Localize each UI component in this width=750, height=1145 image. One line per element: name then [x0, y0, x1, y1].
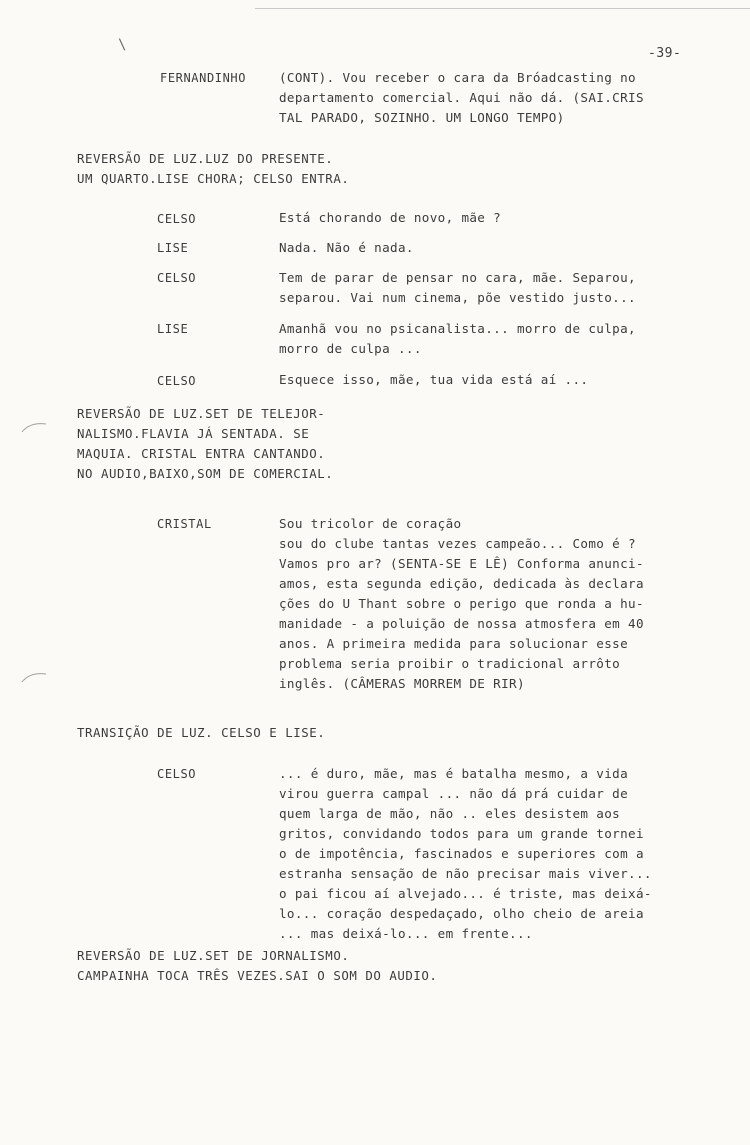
- dialogue-line: TAL PARADO, SOZINHO. UM LONGO TEMPO): [279, 110, 565, 125]
- direction-line: REVERSÃO DE LUZ.LUZ DO PRESENTE.: [77, 151, 334, 166]
- direction-line: REVERSÃO DE LUZ.SET DE JORNALISMO.: [77, 948, 350, 963]
- speaker-fernandinho: FERNANDINHO: [160, 71, 247, 85]
- dialogue-line: departamento comercial. Aqui não dá. (SAI.CRIS: [279, 90, 644, 105]
- direction-line: UM QUARTO.LISE CHORA; CELSO ENTRA.: [77, 171, 350, 186]
- speaker-cristal: CRISTAL: [157, 517, 212, 531]
- dialogue-celso: [279, 208, 719, 228]
- dialogue-line: (CONT). Vou receber o cara da Bróadcasting no: [279, 70, 636, 85]
- dialogue-celso: [279, 370, 719, 390]
- dialogue-line: gritos, convidando todos para um grande tornei: [279, 826, 644, 841]
- direction-line: NALISMO.FLAVIA JÁ SENTADA. SE: [77, 426, 310, 441]
- dialogue-line: manidade - a poluição de nossa atmosfera em 40: [279, 616, 644, 631]
- speaker-celso: CELSO: [157, 767, 197, 781]
- dialogue-line: amos, esta segunda edição, dedicada às declara: [279, 576, 644, 591]
- dialogue-line: estranha sensação de não precisar mais viver...: [279, 866, 652, 881]
- dialogue-line: morro de culpa ...: [279, 341, 422, 356]
- dialogue-line: sou do clube tantas vezes campeão... Como é ?: [279, 536, 636, 551]
- dialogue-lise: [279, 319, 719, 359]
- dialogue-celso: [279, 764, 719, 944]
- dialogue-line: Amanhã vou no psicanalista... morro de culpa,: [279, 321, 636, 336]
- dialogue-line: ... é duro, mãe, mas é batalha mesmo, a vida: [279, 766, 629, 781]
- dialogue-line: Sou tricolor de coração: [279, 516, 462, 531]
- dialogue-cristal: [279, 514, 719, 694]
- dialogue-lise: [279, 238, 719, 258]
- dialogue-line: o de impotência, fascinados e superiores com a: [279, 846, 644, 861]
- speaker-celso: CELSO: [157, 271, 197, 285]
- direction-line: NO AUDIO,BAIXO,SOM DE COMERCIAL.: [77, 466, 334, 481]
- direction-line: MAQUIA. CRISTAL ENTRA CANTANDO.: [77, 446, 326, 461]
- dialogue-line: virou guerra campal ... não dá prá cuidar de: [279, 786, 629, 801]
- page-number: -39-: [648, 46, 682, 61]
- speaker-lise: LISE: [157, 241, 189, 255]
- stage-direction: [77, 946, 437, 986]
- dialogue-line: quem larga de mão, não .. eles desistem aos: [279, 806, 621, 821]
- dialogue-fernandinho: [279, 68, 719, 128]
- stage-direction: [77, 723, 325, 743]
- dialogue-line: Está chorando de novo, mãe ?: [279, 210, 502, 225]
- dialogue-line: separou. Vai num cinema, põe vestido justo...: [279, 290, 636, 305]
- direction-line: CAMPAINHA TOCA TRÊS VEZES.SAI O SOM DO AUDIO.: [77, 968, 438, 983]
- dialogue-line: Tem de parar de pensar no cara, mãe. Separou,: [279, 270, 636, 285]
- dialogue-line: ... mas deixá-lo... em frente...: [279, 926, 533, 941]
- speaker-celso: CELSO: [157, 212, 197, 226]
- dialogue-line: inglês. (CÂMERAS MORREM DE RIR): [279, 676, 525, 691]
- dialogue-line: Nada. Não é nada.: [279, 240, 414, 255]
- dialogue-line: o pai ficou aí alvejado... é triste, mas deixá-: [279, 886, 652, 901]
- pen-mark: \: [118, 37, 127, 53]
- dialogue-line: problema seria proibir o tradicional arrôto: [279, 656, 621, 671]
- dialogue-line: lo... coração despedaçado, olho cheio de areia: [279, 906, 644, 921]
- direction-line: REVERSÃO DE LUZ.SET DE TELEJOR-: [77, 406, 326, 421]
- dialogue-line: Vamos pro ar? (SENTA-SE E LÊ) Conforma anunci-: [279, 556, 644, 571]
- stage-direction: [77, 149, 349, 189]
- dialogue-celso: [279, 268, 719, 308]
- top-edge-rule: [255, 8, 750, 9]
- stage-direction: [77, 404, 333, 484]
- margin-pencil-mark: [20, 418, 50, 438]
- direction-line: TRANSIÇÃO DE LUZ. CELSO E LISE.: [77, 725, 326, 740]
- dialogue-line: anos. A primeira medida para solucionar esse: [279, 636, 629, 651]
- speaker-celso: CELSO: [157, 374, 197, 388]
- dialogue-line: Esquece isso, mãe, tua vida está aí ...: [279, 372, 589, 387]
- margin-pencil-mark: [20, 668, 50, 688]
- dialogue-line: ções do U Thant sobre o perigo que ronda a hu-: [279, 596, 644, 611]
- speaker-lise: LISE: [157, 322, 189, 336]
